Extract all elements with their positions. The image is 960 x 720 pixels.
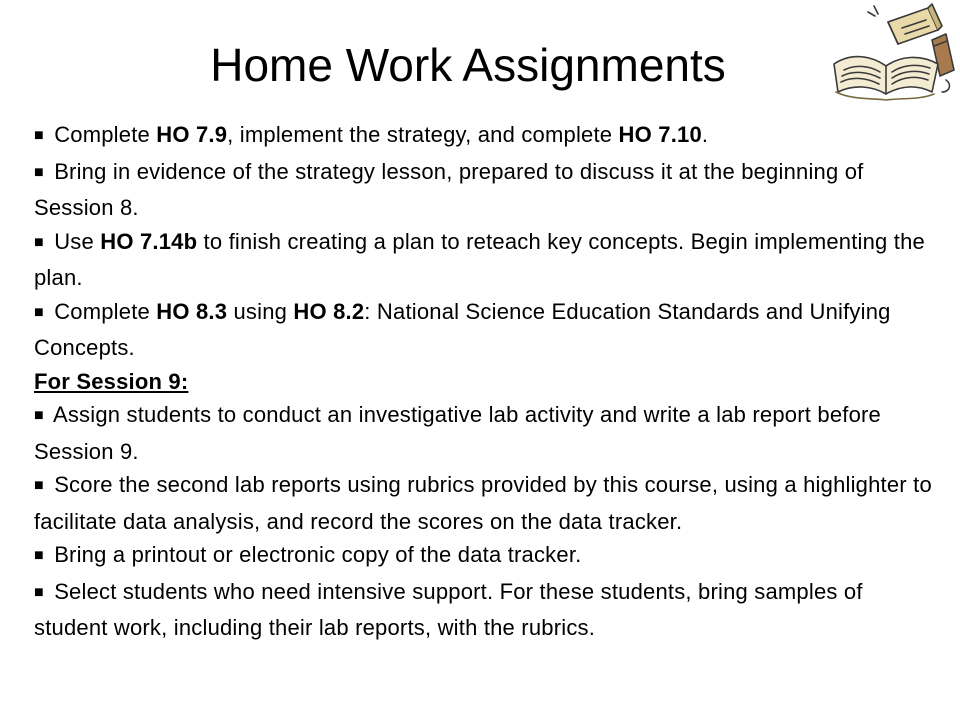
handout-reference: HO 7.9 [156,122,228,147]
bullet-icon: ■ [34,163,44,181]
bullet-icon: ■ [34,127,44,144]
item-text: Select students who need intensive support. For these students, bring samples of student work, including their lab reports, with the rubrics. [34,578,863,640]
item-text: Score the second lab reports using rubrics provided by this course, using a highlighter to facilitate data analysis, and record the scores on the data tracker. [34,472,932,534]
assignment-item [34,225,942,295]
item-text: Bring a printout or electronic copy of the data tracker. [54,542,582,567]
handout-reference: HO 7.10 [618,122,702,147]
assignment-item [34,538,942,575]
item-text: using [227,298,294,324]
item-text: . [701,122,709,147]
handout-reference: HO 8.3 [156,298,228,324]
assignment-item [34,398,942,468]
item-text: Assign students to conduct an investigative lab activity and write a lab report before Session 9. [34,402,881,464]
item-text: : National Science Education Standards and Unifying Concepts. [34,298,891,360]
assignment-item [34,155,942,225]
bullet-icon: ■ [34,583,44,601]
item-text: Bring in evidence of the strategy lesson, prepared to discuss it at the beginning of Session 8. [34,158,864,220]
bullet-icon: ■ [34,477,44,494]
assignment-list [34,118,942,645]
books-clipart [828,0,960,110]
assignment-item [34,295,942,365]
bullet-icon: ■ [34,407,44,424]
session-heading: For Session 9: [34,368,189,394]
assignment-item [34,575,942,645]
item-text: to finish creating a plan to reteach key concepts. Begin implementing the plan. [34,228,925,290]
slide-title: Home Work Assignments [210,39,726,91]
item-text: , implement the strategy, and complete [227,122,619,147]
item-text: Complete [54,122,157,147]
bullet-icon: ■ [34,303,44,321]
item-text: Complete [54,298,157,324]
bullet-icon: ■ [34,547,44,564]
assignment-item [34,118,942,155]
handout-reference: HO 8.2 [293,298,365,324]
handout-reference: HO 7.14b [100,228,198,254]
bullet-icon: ■ [34,233,44,251]
assignment-item [34,468,942,538]
item-text: Use [54,228,101,254]
